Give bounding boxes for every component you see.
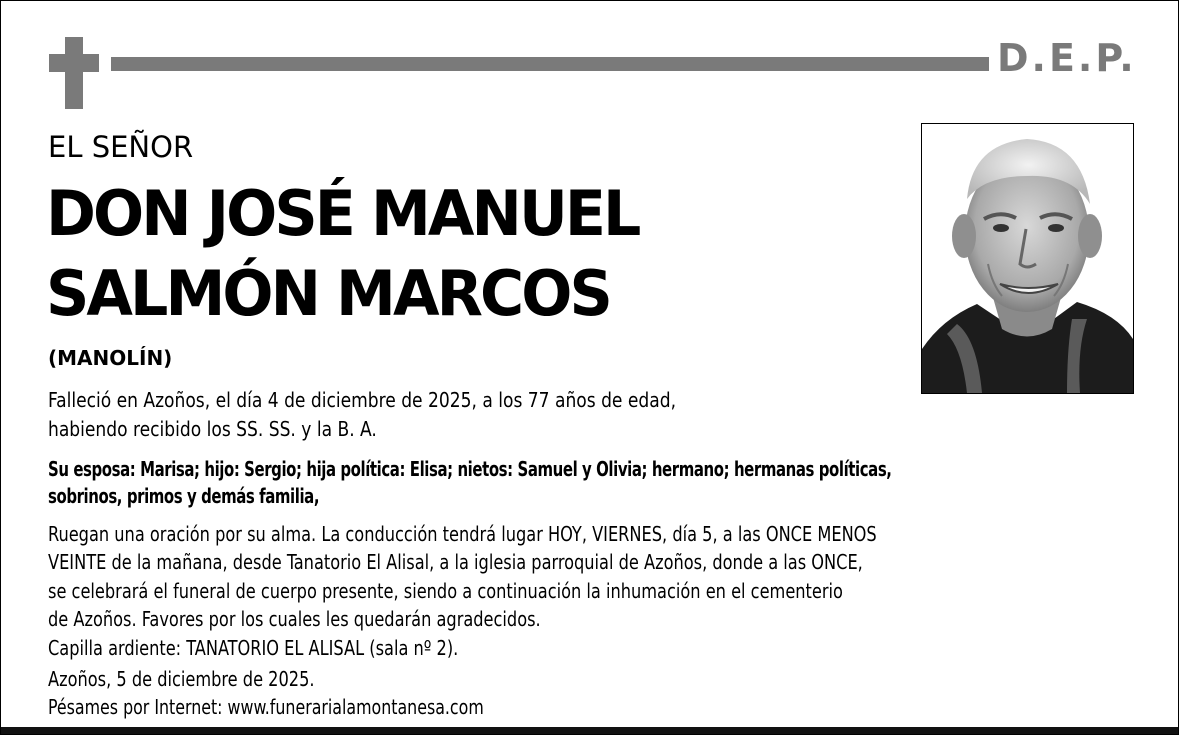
condolences-line: Pésames por Internet: www.funerarialamontanesa.com	[48, 695, 484, 719]
deceased-name-line2: SALMÓN MARCOS	[46, 257, 610, 330]
nickname: (MANOLÍN)	[48, 346, 173, 370]
family-line-1: Su esposa: Marisa; hijo: Sergio; hija política: Elisa; nietos: Samuel y Olivia; hermano; hermanas políticas,	[48, 457, 892, 481]
chapel-line: Capilla ardiente: TANATORIO EL ALISAL (sala nº 2).	[48, 636, 459, 660]
family-line-2: sobrinos, primos y demás familia,	[48, 484, 320, 508]
request-line-4: de Azoños. Favores por los cuales les quedarán agradecidos.	[48, 607, 541, 631]
bottom-border	[1, 727, 1178, 734]
dep-mark: D.E.P.	[997, 36, 1137, 80]
cross-icon-bar	[49, 54, 99, 72]
header-rule	[111, 57, 989, 71]
portrait-icon	[922, 124, 1133, 393]
request-line-3: se celebrará el funeral de cuerpo presente, siendo a continuación la inhumación en el cementerio	[48, 579, 843, 603]
death-line-2: habiendo recibido los SS. SS. y la B. A.	[48, 417, 377, 441]
portrait-photo	[921, 123, 1134, 394]
request-line-2: VEINTE de la mañana, desde Tanatorio El Alisal, a la iglesia parroquial de Azoños, donde a las ONCE,	[48, 550, 863, 574]
honorific: EL SEÑOR	[48, 130, 194, 164]
cross-icon	[65, 37, 83, 109]
death-line-1: Falleció en Azoños, el día 4 de diciembre de 2025, a los 77 años de edad,	[48, 388, 677, 412]
place-date-line: Azoños, 5 de diciembre de 2025.	[48, 667, 315, 691]
deceased-name-line1: DON JOSÉ MANUEL	[46, 177, 639, 250]
request-line-1: Ruegan una oración por su alma. La conducción tendrá lugar HOY, VIERNES, día 5, a las ONCE MENOS	[48, 522, 877, 546]
